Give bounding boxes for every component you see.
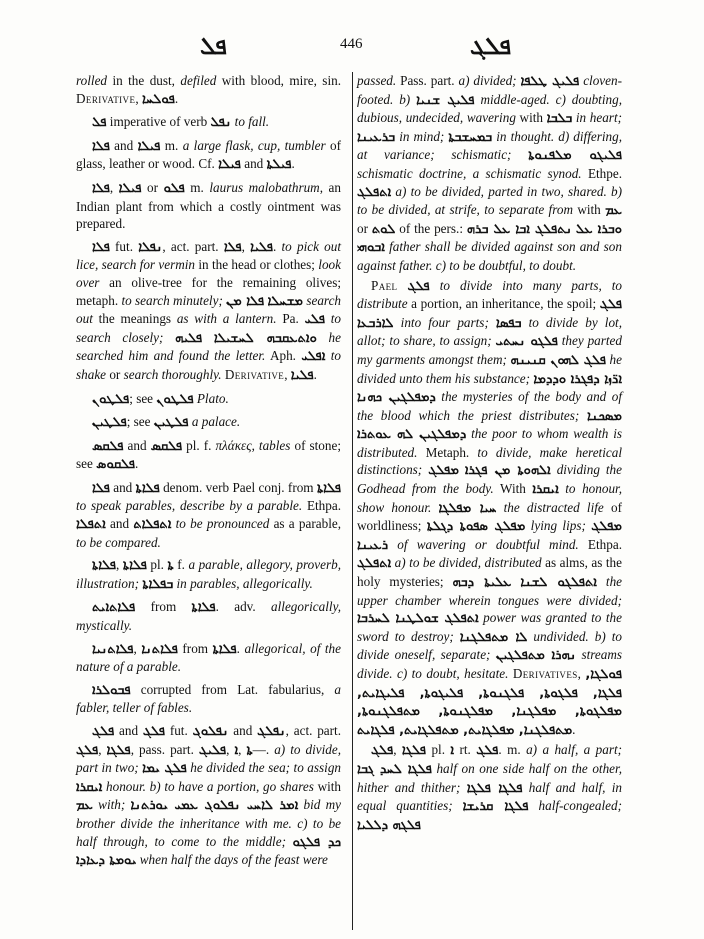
entry-text: , [577,666,586,681]
syriac-word: ܦܘܠܓܐ, ܦܠܓܐ, ܦܠܓܘܬܐ, ܦܠܓܢܘܬܐ, ܦܠܝܓܘܬܐ, ܦܠܝܓܐܝܬ, ܡܦܠܓܘܬܐ, ܡܦܠܓܢܐ, ܡܦܠܓܢܘܬܐ, ܡܬܦܠܓܢܘܬܐ, ܡܬܦܠܓܢܐ, ܡܦܠܓܐܝܬ, ܡܬܦܠܓܐܝܬ, ܦܠܓܐܝܬ [357,667,623,738]
entry-text: from [177,640,213,656]
syriac-word: ܬܐ [246,742,253,758]
definition-text: to pick out lice, search for vermin [76,238,342,273]
entry-text: as a parable, [269,516,342,532]
entry-text: Ethpe. [581,165,623,181]
syriac-word: ܦܠܐ ܡܢ [226,293,265,309]
syriac-word: ܐܬܦܠܓܘ ܠܫܢܐ [520,575,597,591]
definition-text: to honour, show honour. [357,481,622,515]
definition-text: search out [76,292,342,327]
definition-text: a) to be divided, parted in two, shared. [395,183,607,199]
entry-text: ; see [126,414,154,430]
syriac-word: ܦܠܘ [163,180,185,196]
entry-text: , [238,741,247,757]
syriac-word: ܢܦܠܓ [257,724,286,739]
definition-text: lying lips; [530,518,592,534]
definition-text: c) to doubt, hesitate. [396,666,509,681]
entry-text: . adv. [215,599,272,615]
entry-text: Aph. [265,348,302,364]
definition-text: search thoroughly. [123,366,222,382]
syriac-word: ܦܠܝܗ [175,330,203,346]
entry-text: , act. part. [285,723,341,738]
definition-text: to speak parables, describe by a parable. [76,498,303,514]
definition-text: to shake [76,348,342,382]
entry-text: , [98,741,107,757]
syriac-word: ܦܝܠܐ [218,157,241,173]
definition-text: defiled [180,73,217,88]
syriac-word: ܦܠܓܘ ܢܚܬܝ [495,334,558,350]
dictionary-entry [76,137,341,174]
definition-text: honour. [106,778,146,794]
syriac-word: ܦܠܛܘܢ [156,391,194,407]
entry-text: with [515,110,547,126]
definition-text: c) to be half through, to come to the middle; [76,815,342,849]
entry-text: and [123,437,151,453]
entry-text: and [105,516,134,532]
entry-text: the meanings [92,311,177,327]
syriac-word: ܦܠܓ ܠܗܘܢ ܩܢܝܢܗ [510,352,606,368]
entry-text: Ethpa. [578,536,622,552]
syriac-word: ܐܠܗܘܬܐ ܡܢ ܦܓܪܐ [464,463,551,479]
definition-text: Plato. [196,390,229,406]
entry-text: Pass. part. [396,73,459,88]
entry-text: —. [252,741,275,757]
syriac-word: ܐ [450,743,455,759]
definition-text: in heart; [575,110,622,126]
definition-text: into four parts; [400,314,496,330]
entry-text: . [291,156,295,172]
syriac-word: ܦܠ [92,115,107,131]
syriac-word: ܦܠܐ [223,239,242,255]
definition-text: undivided. [533,628,589,644]
syriac-word: ܐܬܦܠܓ [357,556,392,572]
syriac-word: ܠܘܬ [371,221,396,237]
syriac-word: ܥܠܝܬܐ ܕܒܗ [452,575,512,591]
grammar-label: Derivatives [512,666,578,681]
definition-text: he divided unto them his substance; [357,351,622,386]
syriac-word: ܦܠܝܓܘ ܡܠܦܢܘܬܐ [528,148,622,164]
syriac-word: ܦܠܐܬܢܝܐ [92,641,134,657]
entry-text: pl. [426,742,451,758]
entry-text: , pass. part. [130,741,199,757]
entry-text: pl. [146,557,168,573]
grammar-label: Derivative [76,90,136,106]
syriac-word: ܦܒܘܠܪܐ [92,682,131,698]
syriac-word: ܐ [234,742,239,758]
entry-text: in the dust, [107,73,181,88]
entry-text: . [236,640,245,656]
definition-text: streams divide. [357,647,623,681]
entry-text: , an Indian plant from which a costly ointment was prepared. [76,179,342,232]
dictionary-entry [76,722,341,870]
entry-text: as alms, as the holy mysteries; [357,555,622,590]
syriac-word: ܦܠܐܬܐ [191,600,216,616]
definition-text: in parables, allegorically. [176,575,313,591]
syriac-word: ܦܠܝܓ ܛܠܦܐ [520,74,580,89]
syriac-word: ܐܝܩܪܐ [76,779,103,795]
syriac-word: ܦܠܓ [371,743,394,759]
definition-text: middle-aged. [480,91,550,107]
syriac-word: ܦܠܐ [92,480,110,496]
entry-text: , [393,742,402,758]
entry-text: . m. [498,742,527,758]
dictionary-entry [76,113,341,132]
entry-text: or [357,220,372,236]
syriac-word: ܦܠܐܬܐ [212,641,237,657]
entry-text: fut. [165,723,193,738]
definition-text: c) doubting, dubious, undecided, wavering [357,91,622,126]
syriac-word: ܥܡ [76,798,93,814]
entry-text: ; see [129,390,157,406]
syriac-word: ܦܠܓܐ [401,743,427,759]
entry-text [202,330,214,345]
dictionary-entry [76,179,341,233]
syriac-word: ܒܪܥܝܢܐ [357,129,396,145]
definition-text: in thought. [496,128,555,144]
syriac-word: ܐܪ̈ܙܐ ܕܦܓܪܐ ܘܕܕܡܐ ܕܡܦܠܓܝܢ ܟܗܢܐ [357,371,623,406]
entry-text: in the head or clothes; [195,257,319,273]
entry-text: an olive-tree for the remaining olives; metaph. [76,274,341,308]
dictionary-entry [76,413,341,432]
syriac-word: ܦܠܐܬܐ [316,480,341,496]
syriac-word: ܐܬܦܠܐ [76,517,106,533]
entry-text: m. [160,137,183,153]
definition-text: of wavering or doubtful mind. [397,536,579,552]
definition-text: allegorically, mystically. [76,599,341,634]
syriac-word: ܡܦܠܓ ܣܦܘܬܐ ܕܓܠܬܐ [426,519,526,535]
definition-text: a) divided; [458,73,521,88]
syriac-word: ܐܬܦܠܐܬ [133,517,172,533]
definition-text: to fall. [234,114,270,130]
entry-text: from [135,599,192,615]
definition-text: allegorical, of the nature of a parable. [76,640,342,675]
entry-text [522,315,529,330]
definition-text: a fabler, teller of fables. [76,681,341,716]
grammar-label: Pael [371,277,398,293]
syriac-word: ܦܠܝܐ [250,239,273,255]
entry-text: pl. f. [182,437,216,453]
syriac-word: ܒܦܠܐܬܐ [142,576,174,592]
definition-text: with; [98,797,131,813]
syriac-word: ܦܠܓܐ ܩܪܝܫܐ [462,799,529,815]
syriac-word: ܦܠܛܘܢ [92,391,130,407]
syriac-word: ܡܦܠܓ ܪܥܝܢܐ [357,519,622,553]
definition-text: to search minutely; [121,292,227,308]
definition-text: a) a half, a part; [526,742,623,758]
syriac-word: ܘܐܬܥܩܒܗ ܠܚܫܝܠܐ [213,330,317,346]
definition-text: the mysteries of the body and of the blood which the priest distributes; [357,389,622,423]
definition-text: cloven-footed. [357,73,622,107]
syriac-word: ܡܣܟܢܐ ܕܡܦܠܓܝܢ ܠܗ ܥܘܬܪܐ [357,408,622,443]
definition-text: c) to be doubtful, to doubt. [435,257,577,273]
entry-text: with blood, mire, sin. [216,73,341,88]
dictionary-entry [76,598,341,634]
definition-text: laurus malobathrum [209,179,320,195]
syriac-word: ܢܗܪܐ ܡܬܦܠܓܝܢ [495,648,577,664]
syriac-word: ܡܦܠܓ [428,463,459,479]
entry-text: . [135,456,139,472]
right-column [357,72,622,836]
entry-text: and [114,723,143,738]
syriac-word: ܦܠܛܝܢ [92,415,127,431]
entry-text: fut. [109,238,139,254]
entry-text [496,500,503,515]
definition-text: a) to divide, part in two; [76,741,342,776]
syriac-word: ܦܠܓ [76,742,99,758]
definition-text: a parable, allegory, proverb, illustration; [76,557,341,591]
definition-text: to be compared. [76,534,161,550]
syriac-word: ܦܠܐܬܐ [135,480,160,496]
grammar-label: Derivative [224,366,285,382]
syriac-word: ܦܠܝܓ [198,742,227,758]
entry-text [397,278,407,293]
syriac-word: ܦܠܐܬܢܐ [141,641,178,657]
entry-text: with [572,202,606,218]
syriac-word: ܦܠܓܐ ܦܠܓܐ [466,780,523,796]
entry-text: m. [184,179,210,195]
syriac-word: ܦܠܓ ܝܡܐ [142,761,187,777]
dictionary-entry [76,479,341,551]
entry-text: and [109,137,138,153]
syriac-word: ܦܠܓ [407,278,430,294]
syriac-word: ܒܠܒܐ [546,111,573,127]
syriac-word: ܦܠܩܣ [150,438,183,454]
syriac-word: ܦܠܐ [92,239,110,255]
syriac-word: ܦܠܓ ܠܐܪܒܥܐ [357,297,622,331]
syriac-word: ܦܠܓܐ [106,742,131,758]
definition-text: power was granted to the sword to destroy; [357,610,622,644]
definition-text: b) to have a portion, go shares [149,778,318,794]
entry-text: , [109,179,119,195]
syriac-word: ܦܝܠܐ [137,138,161,154]
syriac-word: ܦܠܓܐ ܠܚܕ ܓܒܐ [357,761,432,777]
entry-text: with [317,778,342,794]
dictionary-entry [76,640,341,676]
definition-text: half-congealed; [538,798,622,814]
entry-text: corrupted from Lat. fabularius, [130,681,335,697]
entry-text: . [313,366,317,382]
left-column [76,72,341,875]
syriac-word: ܦܠܐܬܐ [122,558,147,574]
entry-text: , [133,640,142,656]
syriac-word: ܦܠܝ [304,312,325,328]
entry-text: Ethpa. [302,498,341,514]
entry-text: . [572,721,576,737]
syriac-word: ܐܦܠܝ [301,349,326,365]
definition-text: to divide, make heretical distinctions; [357,444,622,478]
syriac-word: ܦܝܠܬܐ [266,157,292,173]
entry-text: Metaph. [417,444,478,460]
definition-text: b) to be divided, at strife, to separate from [357,183,623,218]
syriac-word: ܦܠܐܬܐ [92,558,117,574]
entry-text [597,574,606,589]
dictionary-entry [357,72,622,275]
definition-text: dividing the Godhead from the body. [357,462,622,497]
syriac-word: ܦܠܛܝܢ [153,415,189,431]
entry-text: imperative of verb [106,114,211,130]
syriac-word: ܦܠܓܗ ܕܠܠܝܐ [357,817,421,833]
entry-text: and [228,723,258,738]
entry-text: or [106,366,124,382]
entry-text: and [240,156,267,172]
definition-text: to divide by lot, allot; to share, to assign; [357,314,622,349]
entry-text: , [251,437,259,453]
definition-text: to be pronounced [175,516,270,532]
definition-text: schismatic doctrine, a schismatic synod. [357,165,582,181]
page-number: 446 [340,36,363,52]
entry-text: and [109,479,136,495]
definition-text: a large flask, cup, tumbler [182,137,326,153]
syriac-word: ܒܦܣܐ [495,315,522,331]
syriac-word: ܦܠܐܬܐܝܬ [92,600,136,616]
syriac-word: ܦܘܠܚܐ [141,91,175,107]
syriac-word: ܡܫܚܠܐ [267,293,303,309]
page-header [0,30,704,60]
column-divider [352,72,353,930]
dictionary-entry [76,72,341,108]
syriac-word: ܦܠܐ [92,180,110,196]
syriac-word: ܢܦܠܐ [138,239,163,255]
syriac-word: ܚܝܐ ܡܦܠܓܐ [438,500,497,516]
definition-text: when half the days of the feast were [139,852,328,868]
syriac-word: ܐܬܦܠܓ ܫܘܠܛܢܐ ܠܚܪܒܐ [357,611,479,627]
definition-text: to search closely; [76,311,341,345]
entry-text [430,278,440,293]
syriac-word: ܦܠܓ [142,724,166,739]
syriac-word: ܦܠܓ [476,743,499,759]
syriac-word: ܦܝܠܐ [118,180,142,196]
entry-text: , [135,90,142,106]
definition-text: the upper chamber wherein tongues were divided; [357,574,623,608]
entry-text: f. [173,557,189,573]
entry-text: a portion, an inheritance, the spoil; [407,296,600,312]
dictionary-entry [76,681,341,717]
syriac-word: ܐܝܩܪܐ [532,482,559,498]
definition-text: tables [258,437,291,453]
definition-text: to divide into many parts, to distribute [357,277,623,312]
entry-text [317,330,329,345]
entry-text [394,315,401,330]
definition-text: the distracted life [503,499,604,515]
dictionary-entry [357,741,622,834]
entry-text: of stone; see [76,437,341,472]
definition-text: half and half, in equal quantities; [357,779,623,814]
entry-text: With [493,481,533,497]
entry-text: of worldliness; [357,499,622,534]
definition-text: passed. [357,73,397,88]
definition-text: a) to be divided, distributed [394,555,542,571]
syriac-word: ܥܡ [605,203,623,219]
syriac-word: ܦܠܓ [92,724,115,739]
running-headword-left: ܦܠ [200,32,227,60]
definition-text: half on one side half on the other, hither and thither; [357,760,622,795]
entry-text: , [116,557,123,573]
dictionary-entry [76,437,341,474]
syriac-word: ܢܬܦܠܓ ܐܒܐ ܥܠ ܒܪܗ [466,221,572,237]
syriac-word: ܠܐ ܡܬܦܠܓܢܐ [459,629,528,645]
definition-text: in mind; [399,128,449,144]
syriac-word: ܐܬܦܠܓ [357,184,392,200]
dictionary-entry [76,556,341,593]
syriac-word: ܐܡܪ ܠܐܚܝ ܢܦܠܘܓ ܥܡܝ ܝܘܪܬܢܐ [130,798,299,814]
syriac-word: ܦܠܐ [92,138,110,154]
entry-text: , [241,238,251,254]
syriac-word: ܢܦܠ [210,115,232,131]
syriac-word: ܬܐ [167,558,174,574]
entry-text: , [226,741,235,757]
definition-text: b) [399,91,417,107]
entry-text [431,500,438,515]
entry-text: or [141,179,164,195]
definition-text: as with a lantern. [176,311,277,327]
running-headword-right: ܦܠܓ [470,32,511,60]
definition-text: d) differing, at variance; schismatic; [357,128,623,163]
definition-text: rolled [76,73,108,88]
syriac-word: ܦܠܩܘܣ [96,457,136,473]
entry-text: Pa. [276,311,305,327]
entry-text: , act. part. [162,238,224,254]
definition-text: a palace. [191,414,241,430]
entry-text [388,537,397,552]
definition-text: b) to divide oneself, separate; [357,628,622,663]
entry-text [529,798,539,813]
definition-text: he searched him and found the letter. [76,329,341,364]
syriac-word: ܟܕ ܦܠܓܘ ܝܘܡܬܐ ܕܥܐܕܐ [76,834,341,869]
entry-text: . [272,238,282,254]
definition-text: bid my brother divide the inheritance with me. [76,797,342,831]
syriac-word: ܒܡܚܫܒܬܐ [448,129,493,145]
definition-text: the poor to whom wealth is distributed. [357,426,623,460]
entry-text [511,574,520,589]
syriac-word: ܘܒܪܐ ܥܠ ܐܒܘܗܝ [357,221,622,256]
dictionary-entry [357,277,622,740]
syriac-word: ܦܠܝܐ [290,367,314,383]
syriac-word: ܦܠܝܓ ܫܢܝܐ [416,92,475,108]
definition-text: he divided the sea; to assign [190,760,342,776]
dictionary-entry [76,390,341,409]
definition-text: πλάκες [215,437,252,453]
syriac-word: ܢܦܠܘܓ [192,724,229,739]
entry-text: denom. verb Pael conj. from [159,479,317,495]
definition-text: look over [76,257,341,290]
entry-text: of the pers.: [395,220,467,236]
entry-text: of glass, leather or wood. Cf. [76,137,341,172]
entry-text: rt. [454,742,477,758]
entry-text: , [284,366,291,382]
entry-text: . [174,90,179,106]
definition-text: father shall be divided against son and son against father. [357,239,622,273]
syriac-word: ܦܠܩܣ [92,438,124,454]
dictionary-entry [76,238,341,385]
definition-text: they parted my garments amongst them; [357,333,622,367]
